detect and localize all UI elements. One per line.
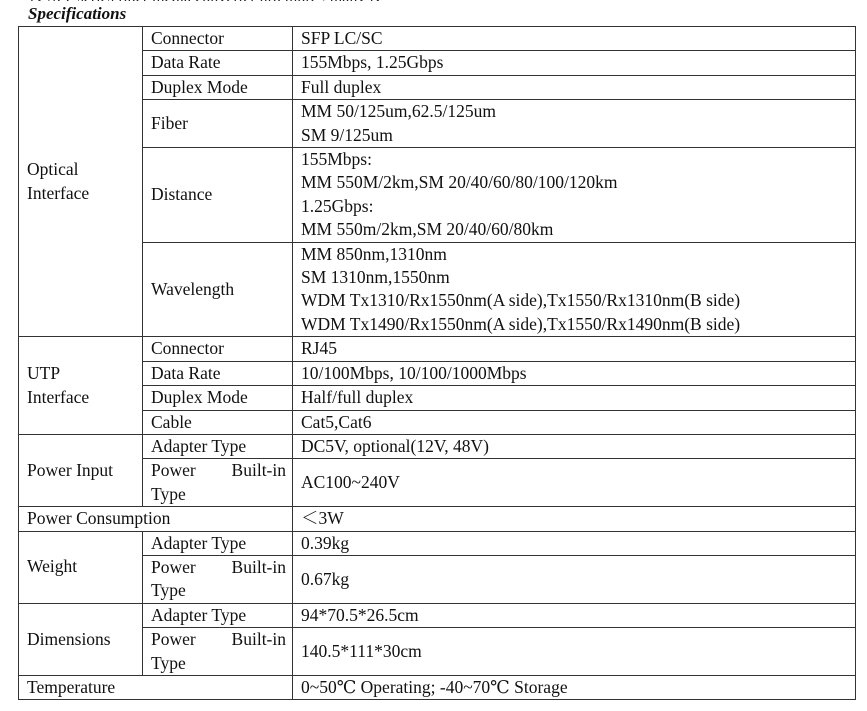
table-row (19, 507, 856, 531)
spec-value: 0~50℃ Operating; -40~70℃ Storage (293, 675, 856, 699)
table-row (19, 434, 856, 458)
table-row (19, 386, 856, 410)
spec-value: 0.39kg (293, 531, 856, 555)
spec-value: 155Mbps, 1.25Gbps (293, 51, 856, 75)
label-word: Type (151, 652, 186, 673)
value-line: MM 550m/2km,SM 20/40/60/80km (301, 219, 554, 240)
label-word: Type (151, 483, 186, 504)
spec-label: Fiber (143, 100, 293, 148)
section-heading: Specifications (28, 4, 127, 23)
spec-label: Adapter Type (143, 434, 293, 458)
group-dimensions: Dimensions (19, 603, 143, 675)
spec-value (293, 100, 856, 148)
value-line: WDM Tx1490/Rx1550nm(A side),Tx1550/Rx1490nm(B side) (301, 313, 741, 334)
table-row (19, 675, 856, 699)
group-utp-interface (19, 337, 143, 435)
table-row (19, 459, 856, 507)
group-label-line: Interface (27, 386, 90, 407)
value-line: MM 50/125um,62.5/125um (301, 101, 496, 122)
specifications-table (18, 26, 856, 700)
label-word: Type (151, 580, 186, 601)
spec-value: RJ45 (293, 337, 856, 361)
spec-value: 140.5*111*30cm (293, 628, 856, 676)
group-weight: Weight (19, 531, 143, 603)
spec-value: Full duplex (293, 75, 856, 99)
value-line: SM 9/125um (301, 124, 393, 145)
spec-value: 10/100Mbps, 10/100/1000Mbps (293, 361, 856, 385)
label-word: Built-in (231, 629, 286, 650)
label-word: Power (151, 460, 196, 481)
spec-label: Data Rate (143, 51, 293, 75)
table-row (19, 555, 856, 603)
spec-value: Cat5,Cat6 (293, 410, 856, 434)
table-row (19, 531, 856, 555)
value-line: MM 550M/2km,SM 20/40/60/80/100/120km (301, 172, 618, 193)
label-word: Built-in (231, 556, 286, 577)
spec-value (293, 242, 856, 337)
table-row (19, 75, 856, 99)
spec-label: Connector (143, 27, 293, 51)
group-label-line: Interface (27, 182, 90, 203)
spec-label: Connector (143, 337, 293, 361)
spec-label: Data Rate (143, 361, 293, 385)
spec-label: Adapter Type (143, 531, 293, 555)
spec-value: 0.67kg (293, 555, 856, 603)
spec-value: 94*70.5*26.5cm (293, 603, 856, 627)
group-power-input: Power Input (19, 434, 143, 506)
spec-label: Duplex Mode (143, 386, 293, 410)
group-label-line: UTP (27, 363, 61, 384)
table-row (19, 27, 856, 51)
table-row (19, 361, 856, 385)
label-word: Built-in (231, 460, 286, 481)
table-row (19, 51, 856, 75)
spec-value: AC100~240V (293, 459, 856, 507)
table-row (19, 628, 856, 676)
spec-label: Duplex Mode (143, 75, 293, 99)
table-row (19, 410, 856, 434)
table-row (19, 100, 856, 148)
spec-label (143, 628, 293, 676)
spec-label: Cable (143, 410, 293, 434)
label-word: Power (151, 629, 196, 650)
spec-label: Power Consumption (19, 507, 293, 531)
spec-value: SFP LC/SC (293, 27, 856, 51)
table-row (19, 337, 856, 361)
spec-value: DC5V, optional(12V, 48V) (293, 434, 856, 458)
label-word: Power (151, 556, 196, 577)
spec-label (143, 459, 293, 507)
table-row (19, 242, 856, 337)
value-line: SM 1310nm,1550nm (301, 267, 450, 288)
spec-label: Adapter Type (143, 603, 293, 627)
spec-label: Distance (143, 148, 293, 243)
spec-value: Half/full duplex (293, 386, 856, 410)
clipped-intro-text (30, 0, 860, 1)
value-line: 1.25Gbps: (301, 195, 374, 216)
group-optical-interface (19, 27, 143, 337)
table-row (19, 603, 856, 627)
value-line: MM 850nm,1310nm (301, 243, 447, 264)
spec-label: Wavelength (143, 242, 293, 337)
table-row (19, 148, 856, 243)
spec-value: ＜3W (293, 507, 856, 531)
spec-value (293, 148, 856, 243)
spec-label: Temperature (19, 675, 293, 699)
value-line: WDM Tx1310/Rx1550nm(A side),Tx1550/Rx1310nm(B side) (301, 290, 741, 311)
group-label-line: Optical (27, 159, 79, 180)
value-line: 155Mbps: (301, 149, 372, 170)
spec-label (143, 555, 293, 603)
